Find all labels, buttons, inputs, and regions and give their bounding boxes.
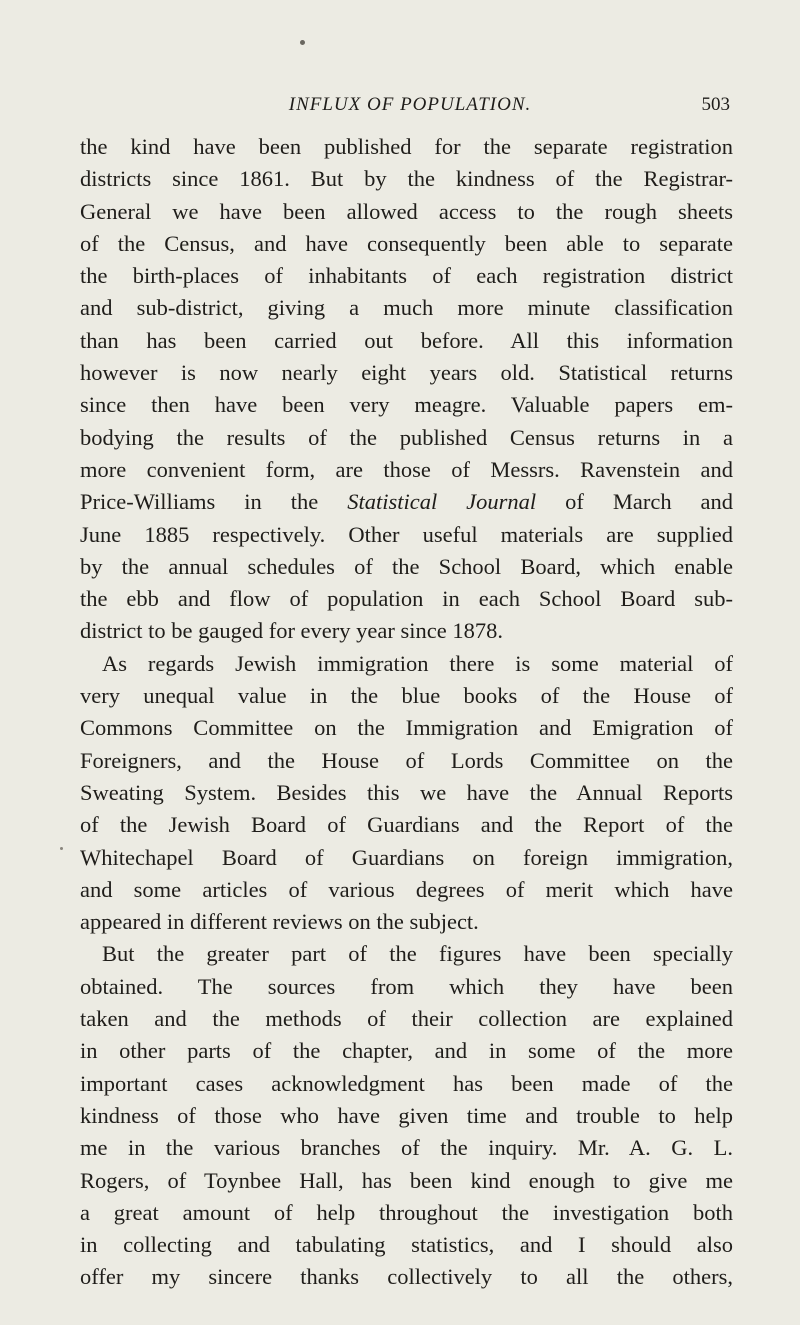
text-line: than has been carried out before. All this information	[80, 327, 733, 353]
text-line: offer my sincere thanks collectively to all the others,	[80, 1264, 733, 1290]
text-line: districts since 1861. But by the kindness of the Registrar-	[80, 166, 733, 192]
text-line: the kind have been published for the separate registration	[80, 134, 733, 159]
text-line: Commons Committee on the Immigration and Emigration of	[80, 715, 733, 741]
text-line: Whitechapel Board of Guardians on foreign immigration,	[80, 844, 733, 870]
text-line: obtained. The sources from which they have been	[80, 973, 733, 999]
paragraph-start: But the greater part of the figures have been specially	[102, 941, 733, 967]
text-line: and some articles of various degrees of merit which have	[80, 876, 733, 902]
text-line: bodying the results of the published Census returns in a	[80, 424, 733, 450]
text-line: me in the various branches of the inquiry. Mr. A. G. L.	[80, 1135, 733, 1161]
text-line: of the Census, and have consequently been able to separate	[80, 230, 733, 256]
text-line: very unequal value in the blue books of the House of	[80, 683, 733, 709]
text-line: June 1885 respectively. Other useful materials are supplied	[80, 521, 733, 547]
body-text	[80, 131, 733, 1294]
margin-speck	[60, 847, 63, 850]
journal-title: Statistical Journal	[347, 489, 537, 515]
text-line: more convenient form, are those of Messrs. Ravenstein and	[80, 456, 733, 482]
ink-speck	[300, 40, 305, 45]
text-line: Foreigners, and the House of Lords Committee on the	[80, 747, 733, 773]
text-line: Rogers, of Toynbee Hall, has been kind enough to give me	[80, 1167, 733, 1193]
text-line: a great amount of help throughout the investigation both	[80, 1199, 733, 1225]
text-line: district to be gauged for every year since 1878.	[80, 618, 503, 644]
text-line: Sweating System. Besides this we have the Annual Reports	[80, 779, 733, 805]
text-segment: of March and	[536, 489, 734, 515]
text-line: by the annual schedules of the School Board, which enable	[80, 553, 733, 579]
text-line: the birth-places of inhabitants of each registration district	[80, 263, 733, 289]
text-line: kindness of those who have given time and trouble to help	[80, 1102, 733, 1128]
text-line: in other parts of the chapter, and in some of the more	[80, 1038, 733, 1064]
text-line: important cases acknowledgment has been made of the	[80, 1070, 733, 1096]
text-line: taken and the methods of their collection are explained	[80, 1006, 733, 1032]
text-segment: Price-Williams in the	[80, 489, 348, 515]
text-line: and sub-district, giving a much more minute classification	[80, 295, 733, 321]
text-line: however is now nearly eight years old. Statistical returns	[80, 360, 733, 386]
text-line: General we have been allowed access to the rough sheets	[80, 198, 733, 224]
text-line-journal	[80, 486, 733, 518]
paragraph-start: As regards Jewish immigration there is some material of	[102, 650, 733, 676]
text-line: since then have been very meagre. Valuable papers em-	[80, 392, 733, 418]
page-header	[80, 90, 730, 120]
page-number: 503	[701, 94, 730, 115]
text-line: appeared in different reviews on the subject.	[80, 909, 479, 935]
text-line: the ebb and flow of population in each School Board sub-	[80, 586, 733, 612]
text-line: of the Jewish Board of Guardians and the Report of the	[80, 812, 733, 838]
text-line: in collecting and tabulating statistics, and I should also	[80, 1232, 733, 1258]
running-head: INFLUX OF POPULATION.	[288, 94, 532, 115]
